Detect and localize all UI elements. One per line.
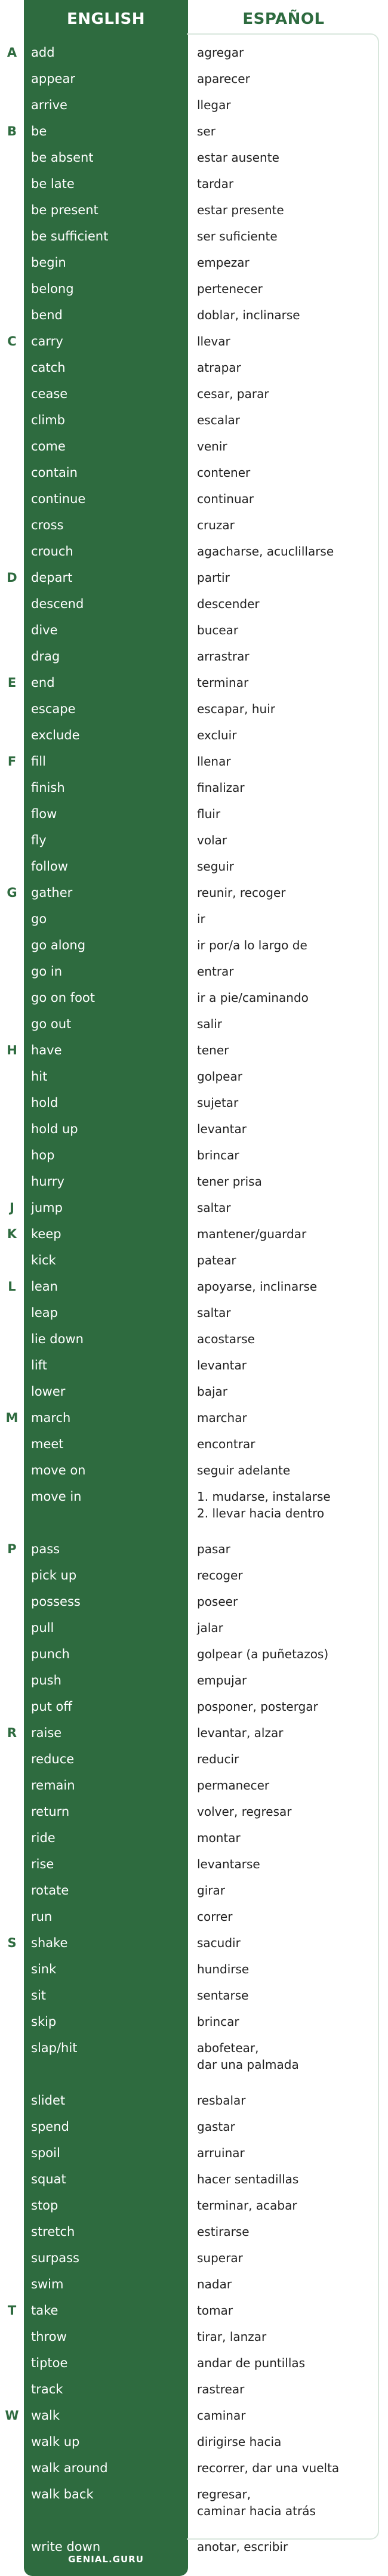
spanish-translation: correr <box>197 1909 233 1924</box>
vocabulary-row <box>0 1830 388 1856</box>
spanish-translation: superar <box>197 2251 243 2265</box>
english-word: remain <box>31 1778 75 1793</box>
vocabulary-row <box>0 1724 388 1751</box>
english-word: come <box>31 439 66 454</box>
english-word: descend <box>31 597 84 611</box>
spanish-translation: agregar <box>197 45 244 60</box>
english-word: have <box>31 1043 62 1057</box>
vocabulary-row <box>0 1252 388 1278</box>
vocabulary-row <box>0 280 388 307</box>
vocabulary-row <box>0 1619 388 1646</box>
vocabulary-row <box>0 1935 388 1961</box>
english-word: tiptoe <box>31 2356 68 2370</box>
spanish-translation: sacudir <box>197 1936 241 1950</box>
english-word: continue <box>31 492 86 506</box>
english-word: cross <box>31 518 64 532</box>
english-word: be late <box>31 177 75 191</box>
vocabulary-row <box>0 884 388 911</box>
vocabulary-row <box>0 1436 388 1462</box>
spanish-translation: volver, regresar <box>197 1804 292 1819</box>
english-word: track <box>31 2382 63 2396</box>
spanish-translation: escalar <box>197 413 241 427</box>
vocabulary-row <box>0 2145 388 2171</box>
vocabulary-row <box>0 727 388 753</box>
english-word: fill <box>31 754 46 769</box>
spanish-translation: golpear (a puñetazos) <box>197 1647 329 1661</box>
section-letter: F <box>7 754 17 769</box>
vocabulary-row <box>0 175 388 202</box>
vocabulary-row <box>0 2013 388 2040</box>
section-letter: R <box>7 1726 17 1740</box>
spanish-translation: estirarse <box>197 2225 250 2239</box>
vocabulary-row <box>0 412 388 438</box>
english-word: slidet <box>31 2093 66 2108</box>
english-word: contain <box>31 465 78 480</box>
english-word: drag <box>31 649 60 664</box>
vocabulary-row <box>0 1068 388 1094</box>
english-word: flow <box>31 807 57 821</box>
spanish-translation: levantar, alzar <box>197 1726 284 1740</box>
spanish-translation: ser suficiente <box>197 229 278 243</box>
vocabulary-row <box>0 1199 388 1226</box>
vocabulary-row <box>0 1908 388 1935</box>
english-word: be <box>31 124 47 138</box>
english-word: arrive <box>31 98 67 112</box>
english-word: escape <box>31 702 76 716</box>
vocabulary-row <box>0 1646 388 1672</box>
vocabulary-row <box>0 2092 388 2118</box>
english-word: lie down <box>31 1332 84 1346</box>
vocabulary-row <box>0 2328 388 2355</box>
vocabulary-row <box>0 1541 388 1567</box>
spanish-column-header: ESPAÑOL <box>242 10 325 28</box>
section-letter: M <box>5 1411 19 1425</box>
english-word: surpass <box>31 2251 79 2265</box>
english-word: swim <box>31 2277 64 2291</box>
english-word: write down <box>31 2540 101 2554</box>
vocabulary-row <box>0 832 388 858</box>
english-word: end <box>31 675 55 690</box>
spanish-translation: terminar <box>197 675 249 690</box>
vocabulary-row <box>0 1016 388 1042</box>
english-word: hold <box>31 1096 58 1110</box>
english-word: bend <box>31 308 63 322</box>
vocabulary-row <box>0 2276 388 2302</box>
vocabulary-row <box>0 2223 388 2250</box>
spanish-translation: cruzar <box>197 518 235 532</box>
vocabulary-row <box>0 622 388 648</box>
english-word: spoil <box>31 2146 60 2160</box>
spanish-translation: tener prisa <box>197 1174 262 1189</box>
english-word: return <box>31 1804 70 1819</box>
english-word: stretch <box>31 2225 75 2239</box>
english-word: catch <box>31 360 66 375</box>
english-word: begin <box>31 255 66 270</box>
english-word: sink <box>31 1962 57 1976</box>
vocabulary-row <box>0 1278 388 1304</box>
spanish-translation: posponer, postergar <box>197 1699 318 1714</box>
vocabulary-row <box>0 1304 388 1331</box>
spanish-translation: estar presente <box>197 203 284 217</box>
vocabulary-row <box>0 1409 388 1436</box>
spanish-translation: estar ausente <box>197 150 279 165</box>
spanish-translation: dirigirse hacia <box>197 2435 282 2449</box>
spanish-translation: doblar, inclinarse <box>197 308 300 322</box>
spanish-translation: fluir <box>197 807 221 821</box>
spanish-translation: reducir <box>197 1752 239 1766</box>
spanish-translation: continuar <box>197 492 254 506</box>
section-letter: P <box>7 1542 17 1556</box>
english-word: meet <box>31 1437 64 1451</box>
vocabulary-row <box>0 806 388 832</box>
english-word: skip <box>31 2014 57 2029</box>
english-word: walk <box>31 2408 60 2423</box>
english-word: be sufficient <box>31 229 109 243</box>
spanish-translation: cesar, parar <box>197 387 269 401</box>
spanish-translation: poseer <box>197 1594 238 1609</box>
vocabulary-row <box>0 596 388 622</box>
spanish-translation: recoger <box>197 1568 243 1582</box>
section-letter: L <box>8 1279 16 1294</box>
vocabulary-row <box>0 2355 388 2381</box>
spanish-translation: reunir, recoger <box>197 886 286 900</box>
vocabulary-row <box>0 858 388 884</box>
vocabulary-row <box>0 753 388 779</box>
vocabulary-row <box>0 490 388 517</box>
vocabulary-row <box>0 2302 388 2328</box>
spanish-translation: brincar <box>197 1148 239 1162</box>
spanish-translation: arruinar <box>197 2146 245 2160</box>
vocabulary-row <box>0 1331 388 1357</box>
english-word: rise <box>31 1857 54 1871</box>
spanish-translation: girar <box>197 1883 225 1898</box>
spanish-translation: hundirse <box>197 1962 250 1976</box>
spanish-translation: tener <box>197 1043 229 1057</box>
english-word: climb <box>31 413 66 427</box>
spanish-translation: acostarse <box>197 1332 255 1346</box>
vocabulary-row <box>0 543 388 569</box>
vocabulary-row <box>0 2171 388 2197</box>
vocabulary-row <box>0 464 388 490</box>
english-word: put off <box>31 1699 72 1714</box>
english-word: leap <box>31 1306 58 1320</box>
spanish-translation: contener <box>197 465 251 480</box>
english-word: pick up <box>31 1568 77 1582</box>
english-word: hold up <box>31 1122 78 1136</box>
vocabulary-row <box>0 1173 388 1199</box>
vocabulary-row <box>0 333 388 359</box>
english-word: shake <box>31 1936 68 1950</box>
vocabulary-row <box>0 1593 388 1619</box>
section-letter: K <box>7 1227 17 1241</box>
english-word: move on <box>31 1463 86 1477</box>
english-word: spend <box>31 2120 69 2134</box>
spanish-translation: empezar <box>197 255 250 270</box>
vocabulary-row <box>0 779 388 806</box>
vocabulary-row <box>0 149 388 175</box>
vocabulary-row <box>0 2197 388 2223</box>
spanish-translation: seguir <box>197 859 234 874</box>
spanish-translation: anotar, escribir <box>197 2540 288 2554</box>
english-word: lower <box>31 1384 66 1399</box>
english-word: lift <box>31 1358 47 1372</box>
english-word: fly <box>31 833 47 847</box>
spanish-translation: nadar <box>197 2277 232 2291</box>
english-word: cease <box>31 387 68 401</box>
vocabulary-row <box>0 2118 388 2145</box>
vocabulary-row <box>0 1094 388 1121</box>
english-word: lean <box>31 1279 58 1294</box>
english-word: appear <box>31 72 75 86</box>
vocabulary-row <box>0 569 388 596</box>
spanish-translation: abofetear, dar una palmada <box>197 2041 299 2072</box>
vocabulary-row <box>0 202 388 228</box>
english-word: stop <box>31 2198 58 2213</box>
vocabulary-row <box>0 517 388 543</box>
english-word: raise <box>31 1726 62 1740</box>
section-letter: D <box>7 570 17 585</box>
vocabulary-row <box>0 1856 388 1882</box>
vocabulary-row <box>0 307 388 333</box>
spanish-translation: llegar <box>197 98 231 112</box>
spanish-translation: excluir <box>197 728 237 742</box>
spanish-translation: finalizar <box>197 780 245 795</box>
spanish-translation: entrar <box>197 964 234 979</box>
english-word: march <box>31 1411 71 1425</box>
vocabulary-row <box>0 937 388 963</box>
vocabulary-row <box>0 2433 388 2460</box>
spanish-translation: encontrar <box>197 1437 255 1451</box>
vocabulary-row <box>0 1042 388 1068</box>
spanish-translation: gastar <box>197 2120 235 2134</box>
english-word: belong <box>31 282 74 296</box>
spanish-translation: golpear <box>197 1069 242 1084</box>
english-word: squat <box>31 2172 66 2186</box>
english-word: exclude <box>31 728 80 742</box>
english-word: depart <box>31 570 73 585</box>
english-word: be absent <box>31 150 94 165</box>
spanish-translation: levantar <box>197 1358 247 1372</box>
vocabulary-row <box>0 44 388 70</box>
spanish-translation: levantarse <box>197 1857 260 1871</box>
spanish-translation: resbalar <box>197 2093 246 2108</box>
spanish-translation: llevar <box>197 334 230 348</box>
spanish-translation: ir <box>197 912 205 926</box>
vocabulary-row <box>0 1226 388 1252</box>
english-word: pull <box>31 1621 54 1635</box>
vocabulary-row <box>0 97 388 123</box>
section-letter: T <box>7 2303 17 2318</box>
english-word: punch <box>31 1647 70 1661</box>
vocabulary-row <box>0 2486 388 2538</box>
english-word: crouch <box>31 544 73 559</box>
section-letter: G <box>7 886 17 900</box>
spanish-translation: aparecer <box>197 72 250 86</box>
spanish-translation: llenar <box>197 754 231 769</box>
spanish-translation: venir <box>197 439 227 454</box>
vocabulary-row <box>0 228 388 254</box>
spanish-translation: saltar <box>197 1201 231 1215</box>
spanish-translation: sujetar <box>197 1096 239 1110</box>
vocabulary-row <box>0 254 388 280</box>
english-word: throw <box>31 2330 67 2344</box>
vocabulary-row <box>0 1147 388 1173</box>
english-word: rotate <box>31 1883 69 1898</box>
vocabulary-row <box>0 1698 388 1724</box>
english-word: push <box>31 1673 61 1687</box>
spanish-translation: ser <box>197 124 215 138</box>
english-word: move in <box>31 1489 82 1504</box>
english-word: keep <box>31 1227 61 1241</box>
spanish-translation: bajar <box>197 1384 227 1399</box>
vocabulary-row <box>0 2407 388 2433</box>
spanish-translation: ir por/a lo largo de <box>197 938 307 952</box>
english-word: jump <box>31 1201 63 1215</box>
english-word: follow <box>31 859 68 874</box>
english-word: go <box>31 912 47 926</box>
english-word: walk back <box>31 2487 94 2501</box>
vocabulary-row <box>0 359 388 385</box>
english-word: go out <box>31 1017 72 1031</box>
english-word: gather <box>31 886 73 900</box>
section-letter: A <box>7 45 17 60</box>
spanish-translation: regresar, caminar hacia atrás <box>197 2487 316 2518</box>
section-letter: C <box>7 334 17 348</box>
vocabulary-row <box>0 1803 388 1830</box>
vocabulary-row <box>0 2381 388 2407</box>
spanish-translation: recorrer, dar una vuelta <box>197 2461 340 2475</box>
english-word: hop <box>31 1148 55 1162</box>
english-word: pass <box>31 1542 60 1556</box>
vocabulary-row <box>0 1383 388 1409</box>
section-letter: W <box>5 2408 19 2423</box>
vocabulary-row <box>0 1488 388 1541</box>
vocabulary-row <box>0 70 388 97</box>
section-letter: J <box>10 1201 14 1215</box>
vocabulary-row <box>0 648 388 674</box>
vocabulary-row <box>0 963 388 989</box>
spanish-translation: seguir adelante <box>197 1463 291 1477</box>
spanish-translation: 1. mudarse, instalarse 2. llevar hacia dentro <box>197 1489 331 1520</box>
vocabulary-row <box>0 1357 388 1383</box>
spanish-translation: descender <box>197 597 260 611</box>
section-letter: H <box>7 1043 17 1057</box>
english-word: be present <box>31 203 98 217</box>
english-word: go on foot <box>31 991 96 1005</box>
english-word: sit <box>31 1988 47 2003</box>
spanish-translation: atrapar <box>197 360 241 375</box>
spanish-translation: apoyarse, inclinarse <box>197 1279 318 1294</box>
vocabulary-row <box>0 1672 388 1698</box>
section-letter: E <box>7 675 17 690</box>
vocabulary-row <box>0 1567 388 1593</box>
vocabulary-row <box>0 1987 388 2013</box>
spanish-translation: levantar <box>197 1122 247 1136</box>
spanish-translation: patear <box>197 1253 236 1267</box>
spanish-translation: pasar <box>197 1542 230 1556</box>
vocabulary-row <box>0 1961 388 1987</box>
spanish-translation: pertenecer <box>197 282 263 296</box>
english-word: possess <box>31 1594 81 1609</box>
spanish-translation: partir <box>197 570 230 585</box>
english-word: run <box>31 1909 53 1924</box>
spanish-translation: terminar, acabar <box>197 2198 297 2213</box>
section-letter: B <box>7 124 17 138</box>
vocabulary-row <box>0 1751 388 1777</box>
spanish-translation: empujar <box>197 1673 247 1687</box>
spanish-translation: arrastrar <box>197 649 250 664</box>
english-word: add <box>31 45 55 60</box>
spanish-translation: salir <box>197 1017 223 1031</box>
english-word: ride <box>31 1831 56 1845</box>
vocabulary-row <box>0 1121 388 1147</box>
spanish-translation: sentarse <box>197 1988 249 2003</box>
vocabulary-row <box>0 674 388 701</box>
spanish-translation: agacharse, acuclillarse <box>197 544 334 559</box>
english-word: slap/hit <box>31 2041 78 2055</box>
vocabulary-list <box>0 44 388 2565</box>
spanish-translation: tardar <box>197 177 234 191</box>
english-word: walk up <box>31 2435 80 2449</box>
english-word: finish <box>31 780 65 795</box>
english-word: take <box>31 2303 58 2318</box>
english-word: kick <box>31 1253 56 1267</box>
vocabulary-row <box>0 1777 388 1803</box>
spanish-translation: brincar <box>197 2014 239 2029</box>
english-word: hit <box>31 1069 48 1084</box>
spanish-translation: mantener/guardar <box>197 1227 307 1241</box>
vocabulary-row <box>0 2040 388 2092</box>
spanish-translation: hacer sentadillas <box>197 2172 299 2186</box>
spanish-translation: caminar <box>197 2408 246 2423</box>
spanish-translation: jalar <box>197 1621 223 1635</box>
spanish-translation: rastrear <box>197 2382 245 2396</box>
spanish-translation: bucear <box>197 623 239 637</box>
english-word: carry <box>31 334 63 348</box>
vocabulary-row <box>0 123 388 149</box>
english-column-header: ENGLISH <box>66 10 146 28</box>
vocabulary-row <box>0 2460 388 2486</box>
vocabulary-row <box>0 2250 388 2276</box>
spanish-translation: montar <box>197 1831 241 1845</box>
english-word: walk around <box>31 2461 108 2475</box>
vocabulary-row <box>0 989 388 1016</box>
spanish-translation: permanecer <box>197 1778 270 1793</box>
vocabulary-row <box>0 438 388 464</box>
vocabulary-row <box>0 385 388 412</box>
spanish-translation: volar <box>197 833 227 847</box>
spanish-translation: saltar <box>197 1306 231 1320</box>
vocabulary-row <box>0 701 388 727</box>
spanish-translation: ir a pie/caminando <box>197 991 309 1005</box>
spanish-translation: escapar, huir <box>197 702 275 716</box>
vocabulary-row <box>0 1462 388 1488</box>
english-word: reduce <box>31 1752 75 1766</box>
english-word: hurry <box>31 1174 64 1189</box>
spanish-translation: tirar, lanzar <box>197 2330 267 2344</box>
spanish-translation: andar de puntillas <box>197 2356 306 2370</box>
spanish-translation: tomar <box>197 2303 233 2318</box>
vocabulary-row <box>0 911 388 937</box>
english-word: go in <box>31 964 62 979</box>
english-word: dive <box>31 623 58 637</box>
brand-footer: GENIAL.GURU <box>68 2554 144 2565</box>
spanish-translation: marchar <box>197 1411 247 1425</box>
section-letter: S <box>7 1936 17 1950</box>
english-word: go along <box>31 938 86 952</box>
vocabulary-row <box>0 1882 388 1908</box>
